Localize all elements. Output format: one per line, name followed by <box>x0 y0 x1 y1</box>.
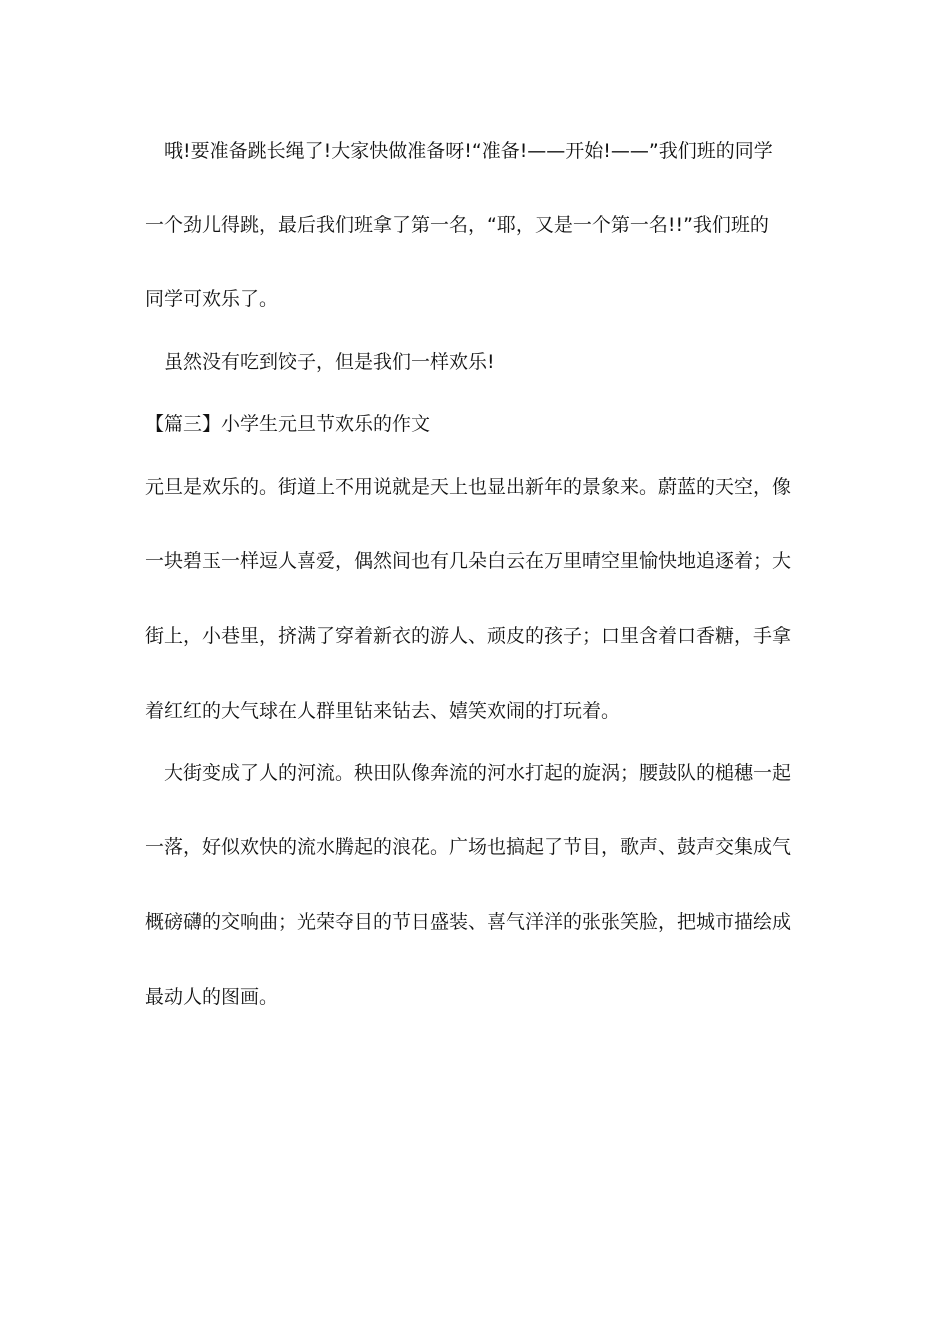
paragraph-line: 一块碧玉一样逗人喜爱，偶然间也有几朵白云在万里晴空里愉快地追逐着；大 <box>145 550 792 572</box>
paragraph-line: 街上，小巷里，挤满了穿着新衣的游人、顽皮的孩子；口里含着口香糖，手拿 <box>145 625 792 647</box>
paragraph-line: 虽然没有吃到饺子，但是我们一样欢乐! <box>145 351 495 373</box>
paragraph-line: 一个劲儿得跳，最后我们班拿了第一名，“耶，又是一个第一名!!”我们班的 <box>145 214 769 236</box>
paragraph-line: 一落，好似欢快的流水腾起的浪花。广场也搞起了节目，歌声、鼓声交集成气 <box>145 836 792 858</box>
paragraph-line: 大街变成了人的河流。秧田队像奔流的河水打起的旋涡；腰鼓队的槌穗一起 <box>145 762 792 784</box>
paragraph-line: 哦!要准备跳长绳了!大家快做准备呀!“准备!——开始!——”我们班的同学 <box>145 140 773 162</box>
paragraph-line: 概磅礴的交响曲；光荣夺目的节日盛装、喜气洋洋的张张笑脸，把城市描绘成 <box>145 911 792 933</box>
paragraph-line: 同学可欢乐了。 <box>145 288 279 310</box>
paragraph-line: 着红红的大气球在人群里钻来钻去、嬉笑欢闹的打玩着。 <box>145 700 621 722</box>
section-heading: 【篇三】小学生元旦节欢乐的作文 <box>145 413 431 435</box>
paragraph-line: 最动人的图画。 <box>145 986 279 1008</box>
paragraph-line: 元旦是欢乐的。街道上不用说就是天上也显出新年的景象来。蔚蓝的天空，像 <box>145 476 792 498</box>
